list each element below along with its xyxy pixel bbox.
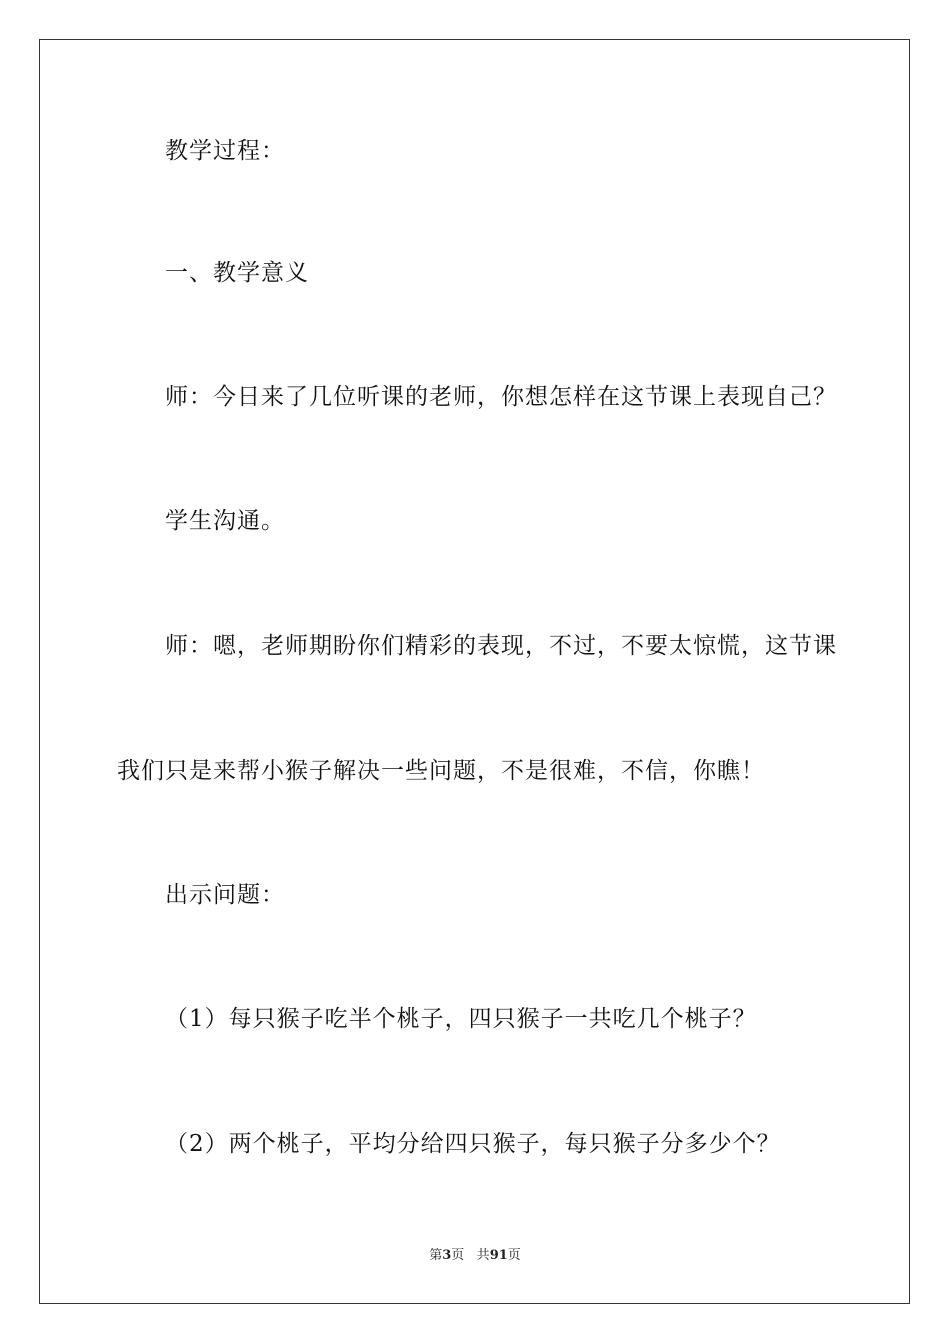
paragraph-problem-1: （1）每只猴子吃半个桃子，四只猴子一共吃几个桃子？ [165,1006,757,1032]
paragraph-teacher-expectation: 师：嗯，老师期盼你们精彩的表现，不过，不要太惊慌，这节课 [165,633,837,659]
paragraph-section-one: 一、教学意义 [165,260,309,286]
paragraph-show-problems: 出示问题： [165,882,285,908]
page-footer [0,1247,950,1265]
footer-total-suffix: 页 [507,1248,521,1263]
footer-page-prefix: 第 [429,1248,443,1263]
paragraph-heading-process: 教学过程： [165,138,285,164]
page-border [39,39,910,1304]
footer-page-number: 3 [442,1248,452,1263]
paragraph-teacher-expectation-continued: 我们只是来帮小猴子解决一些问题，不是很难，不信，你瞧！ [117,758,765,784]
footer-total-pages: 91 [489,1248,508,1263]
paragraph-teacher-question: 师：今日来了几位听课的老师，你想怎样在这节课上表现自己？ [165,384,837,410]
footer-total-prefix: 共 [476,1248,490,1263]
footer-page-suffix: 页 [451,1248,465,1263]
paragraph-student-response: 学生沟通。 [165,508,285,534]
paragraph-problem-2: （2）两个桃子，平均分给四只猴子，每只猴子分多少个？ [165,1131,781,1157]
